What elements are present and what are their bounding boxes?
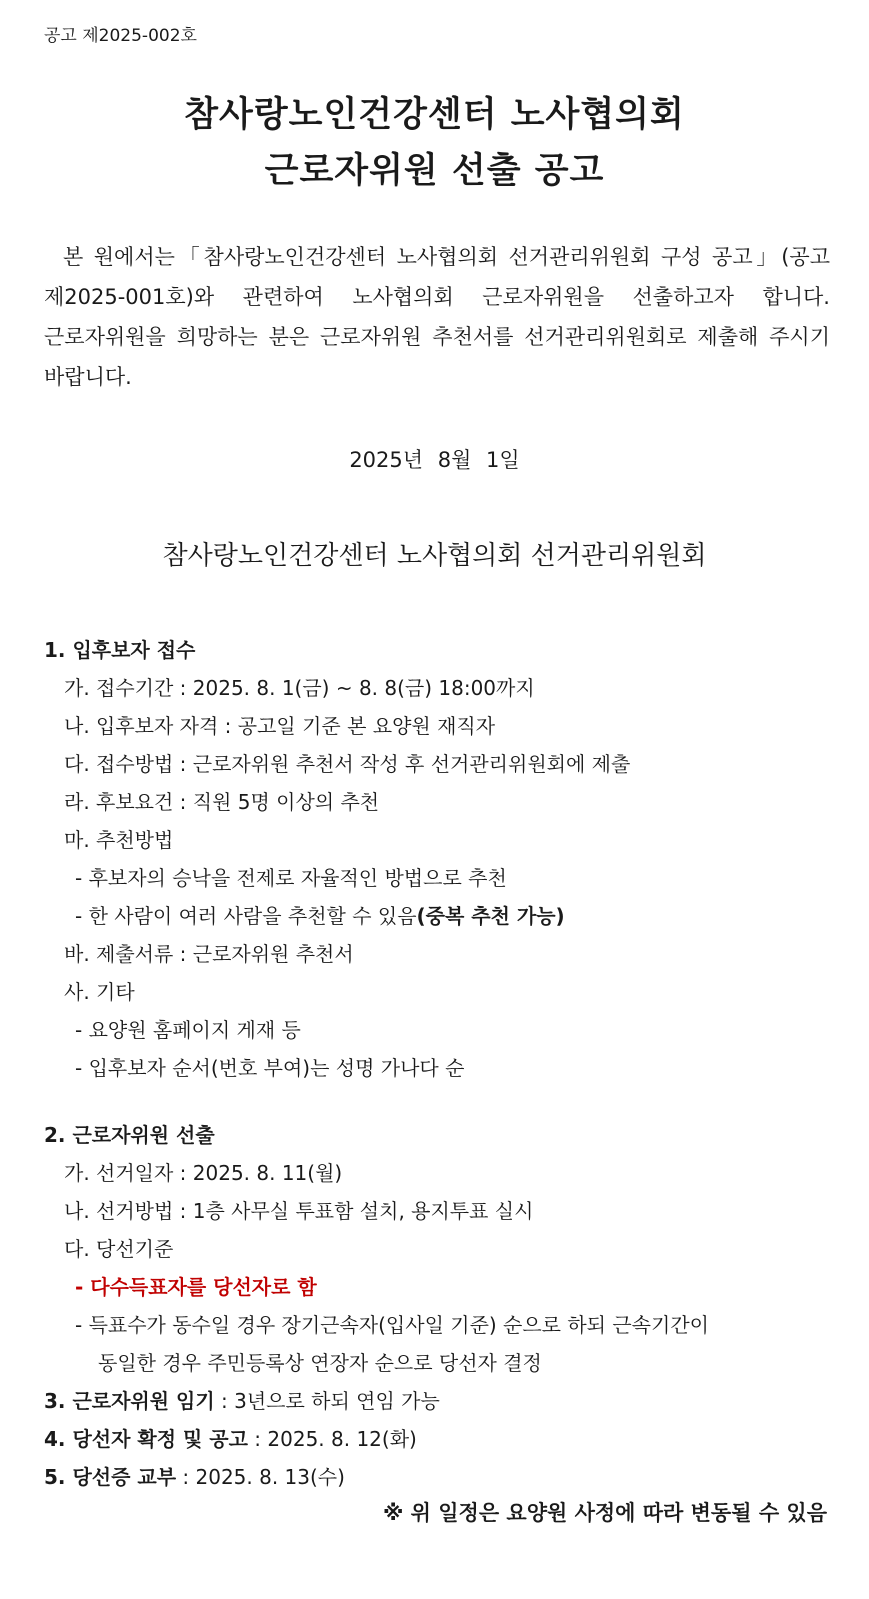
notice-number: 공고 제2025-002호 — [44, 26, 197, 46]
section-1-item-g-2: - 입후보자 순서(번호 부여)는 성명 가나다 순 — [75, 1056, 465, 1080]
section-5-value: : 2025. 8. 13(수) — [176, 1465, 345, 1489]
section-3 — [44, 1382, 440, 1420]
section-1-item-g-1: - 요양원 홈페이지 게재 등 — [75, 1018, 301, 1042]
section-5-label: 5. 당선증 교부 — [44, 1465, 177, 1489]
section-3-value: : 3년으로 하되 연임 가능 — [214, 1389, 440, 1413]
section-2-heading: 2. 근로자위원 선출 — [44, 1123, 215, 1147]
schedule-change-footnote: ※ 위 일정은 요양원 사정에 따라 변동될 수 있음 — [382, 1501, 827, 1525]
section-4-label: 4. 당선자 확정 및 공고 — [44, 1427, 248, 1451]
section-2-item-b: 나. 선거방법 : 1층 사무실 투표함 설치, 용지투표 실시 — [64, 1199, 534, 1223]
section-3-label: 3. 근로자위원 임기 — [44, 1389, 215, 1413]
section-1-heading: 1. 입후보자 접수 — [44, 638, 196, 662]
section-1-item-f: 바. 제출서류 : 근로자위원 추천서 — [64, 942, 354, 966]
section-1-item-e-2 — [75, 897, 565, 935]
section-2-item-c-2-cont: 동일한 경우 주민등록상 연장자 순으로 당선자 결정 — [98, 1351, 542, 1375]
section-1-item-g: 사. 기타 — [64, 980, 135, 1004]
section-2-item-c: 다. 당선기준 — [64, 1237, 174, 1261]
section-5 — [44, 1458, 345, 1496]
section-1-item-d: 라. 후보요건 : 직원 5명 이상의 추천 — [64, 790, 380, 814]
title-line-2: 근로자위원 선출 공고 — [264, 151, 605, 191]
title-line-1: 참사랑노인건강센터 노사협의회 — [184, 95, 685, 135]
section-2-item-a: 가. 선거일자 : 2025. 8. 11(월) — [64, 1161, 343, 1185]
section-1-item-b: 나. 입후보자 자격 : 공고일 기준 본 요양원 재직자 — [64, 714, 496, 738]
section-1-item-e: 마. 추천방법 — [64, 828, 174, 852]
intro-paragraph: 본 원에서는「참사랑노인건강센터 노사협의회 선거관리위원회 구성 공고」(공고 제2025-001호)와 관련하여 노사협의회 근로자위원을 선출하고자 합니다. 근로자위원을 희망하는 분은 근로자위원 추천서를 선거관리위원회로 제출해 주시기 바랍니다. — [44, 245, 830, 389]
section-1-item-e-1: - 후보자의 승낙을 전제로 자율적인 방법으로 추천 — [75, 866, 507, 890]
section-1-item-e-2-text: - 한 사람이 여러 사람을 추천할 수 있음 — [75, 904, 417, 928]
section-2-item-c-1: - 다수득표자를 당선자로 함 — [75, 1275, 317, 1299]
section-4-value: : 2025. 8. 12(화) — [247, 1427, 417, 1451]
section-4 — [44, 1420, 417, 1458]
notice-date: 2025년 8월 1일 — [349, 448, 520, 472]
section-1-item-c: 다. 접수방법 : 근로자위원 추천서 작성 후 선거관리위원회에 제출 — [64, 752, 631, 776]
section-2-item-c-2: - 득표수가 동수일 경우 장기근속자(입사일 기준) 순으로 하되 근속기간이 — [75, 1313, 709, 1337]
issuer: 참사랑노인건강센터 노사협의회 선거관리위원회 — [162, 541, 707, 571]
section-1-item-a: 가. 접수기간 : 2025. 8. 1(금) ~ 8. 8(금) 18:00까지 — [64, 676, 535, 700]
duplicate-recommend-note: (중복 추천 가능) — [416, 904, 565, 928]
